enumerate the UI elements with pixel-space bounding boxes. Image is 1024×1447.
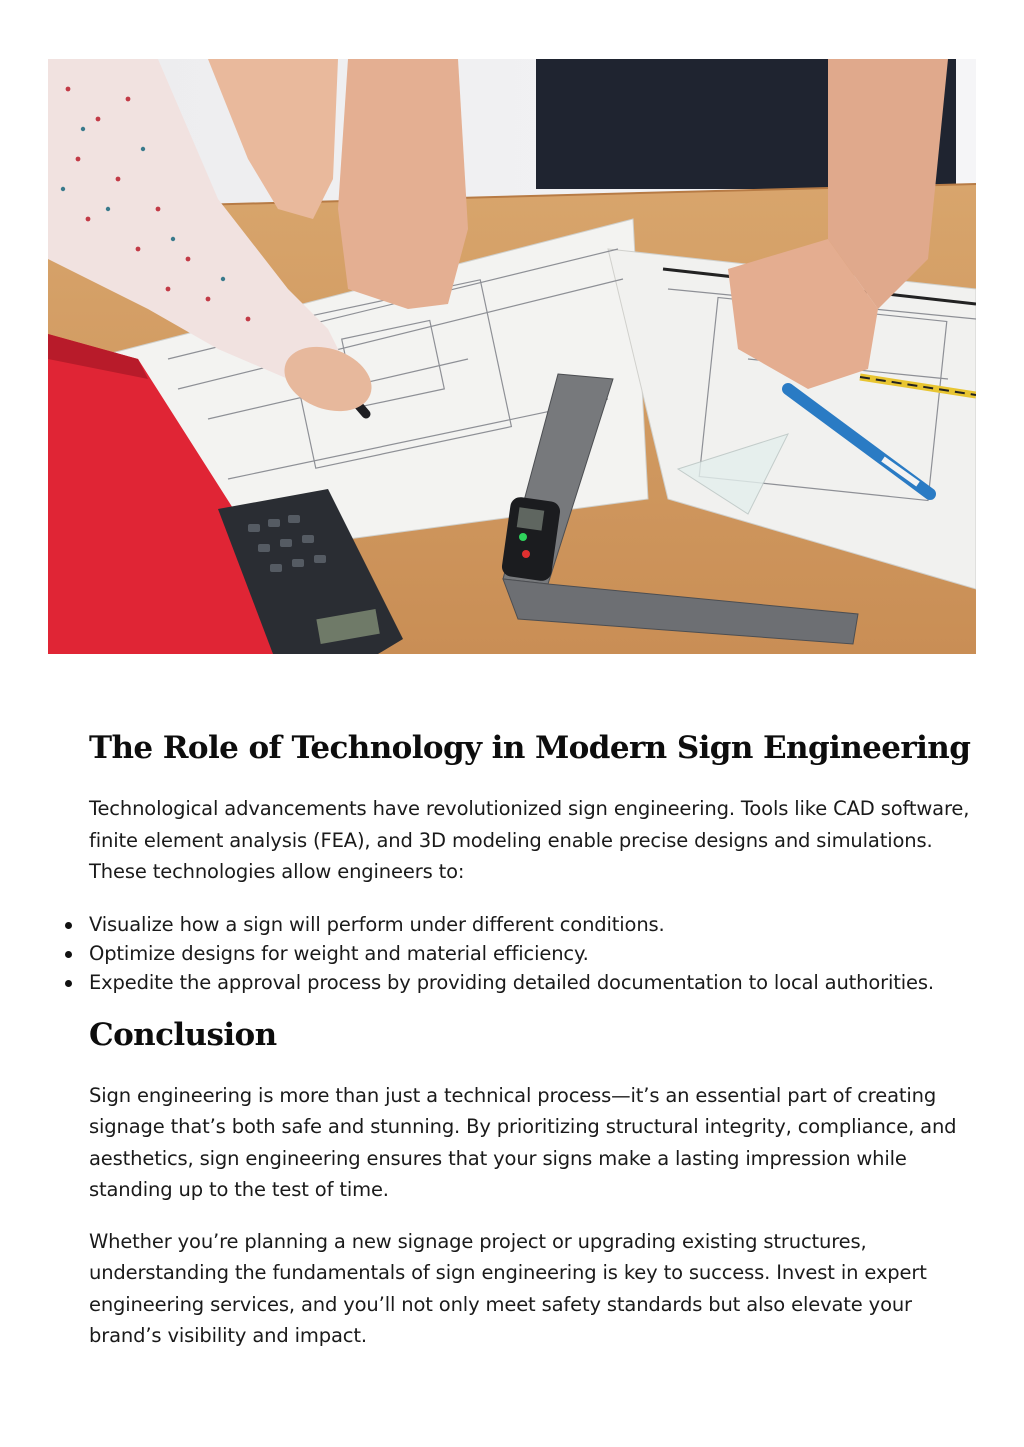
list-item: Visualize how a sign will perform under different conditions.: [89, 910, 979, 939]
list-item: Optimize designs for weight and material efficiency.: [89, 939, 979, 968]
conclusion-paragraph-2: Whether you’re planning a new signage project or upgrading existing structures, understanding the fundamentals of sign engineering is key to success. Invest in expert engineering services, and you’ll not only meet safety standards but also elevate your brand’s visibility and impact.: [89, 1229, 927, 1347]
article-content: [89, 725, 979, 1352]
conclusion-paragraph-1: Sign engineering is more than just a technical process—it’s an essential part of creating signage that’s both safe and stunning. By prioritizing structural integrity, compliance, and aesthetics, sign engineering ensures that your signs make a lasting impression while standing up to the test of time.: [89, 1083, 957, 1201]
list-item: Expedite the approval process by providing detailed documentation to local authorities.: [89, 968, 979, 997]
blueprint-photo: [48, 59, 976, 654]
section-heading-technology: The Role of Technology in Modern Sign Engineering: [89, 730, 971, 766]
hero-image: [48, 59, 976, 654]
technology-intro-paragraph: Technological advancements have revolutionized sign engineering. Tools like CAD software, finite element analysis (FEA), and 3D modeling enable precise designs and simulations. These technologies allow engineers to:: [89, 797, 970, 883]
section-heading-conclusion: Conclusion: [89, 1016, 277, 1053]
technology-benefits-list: [89, 910, 979, 997]
